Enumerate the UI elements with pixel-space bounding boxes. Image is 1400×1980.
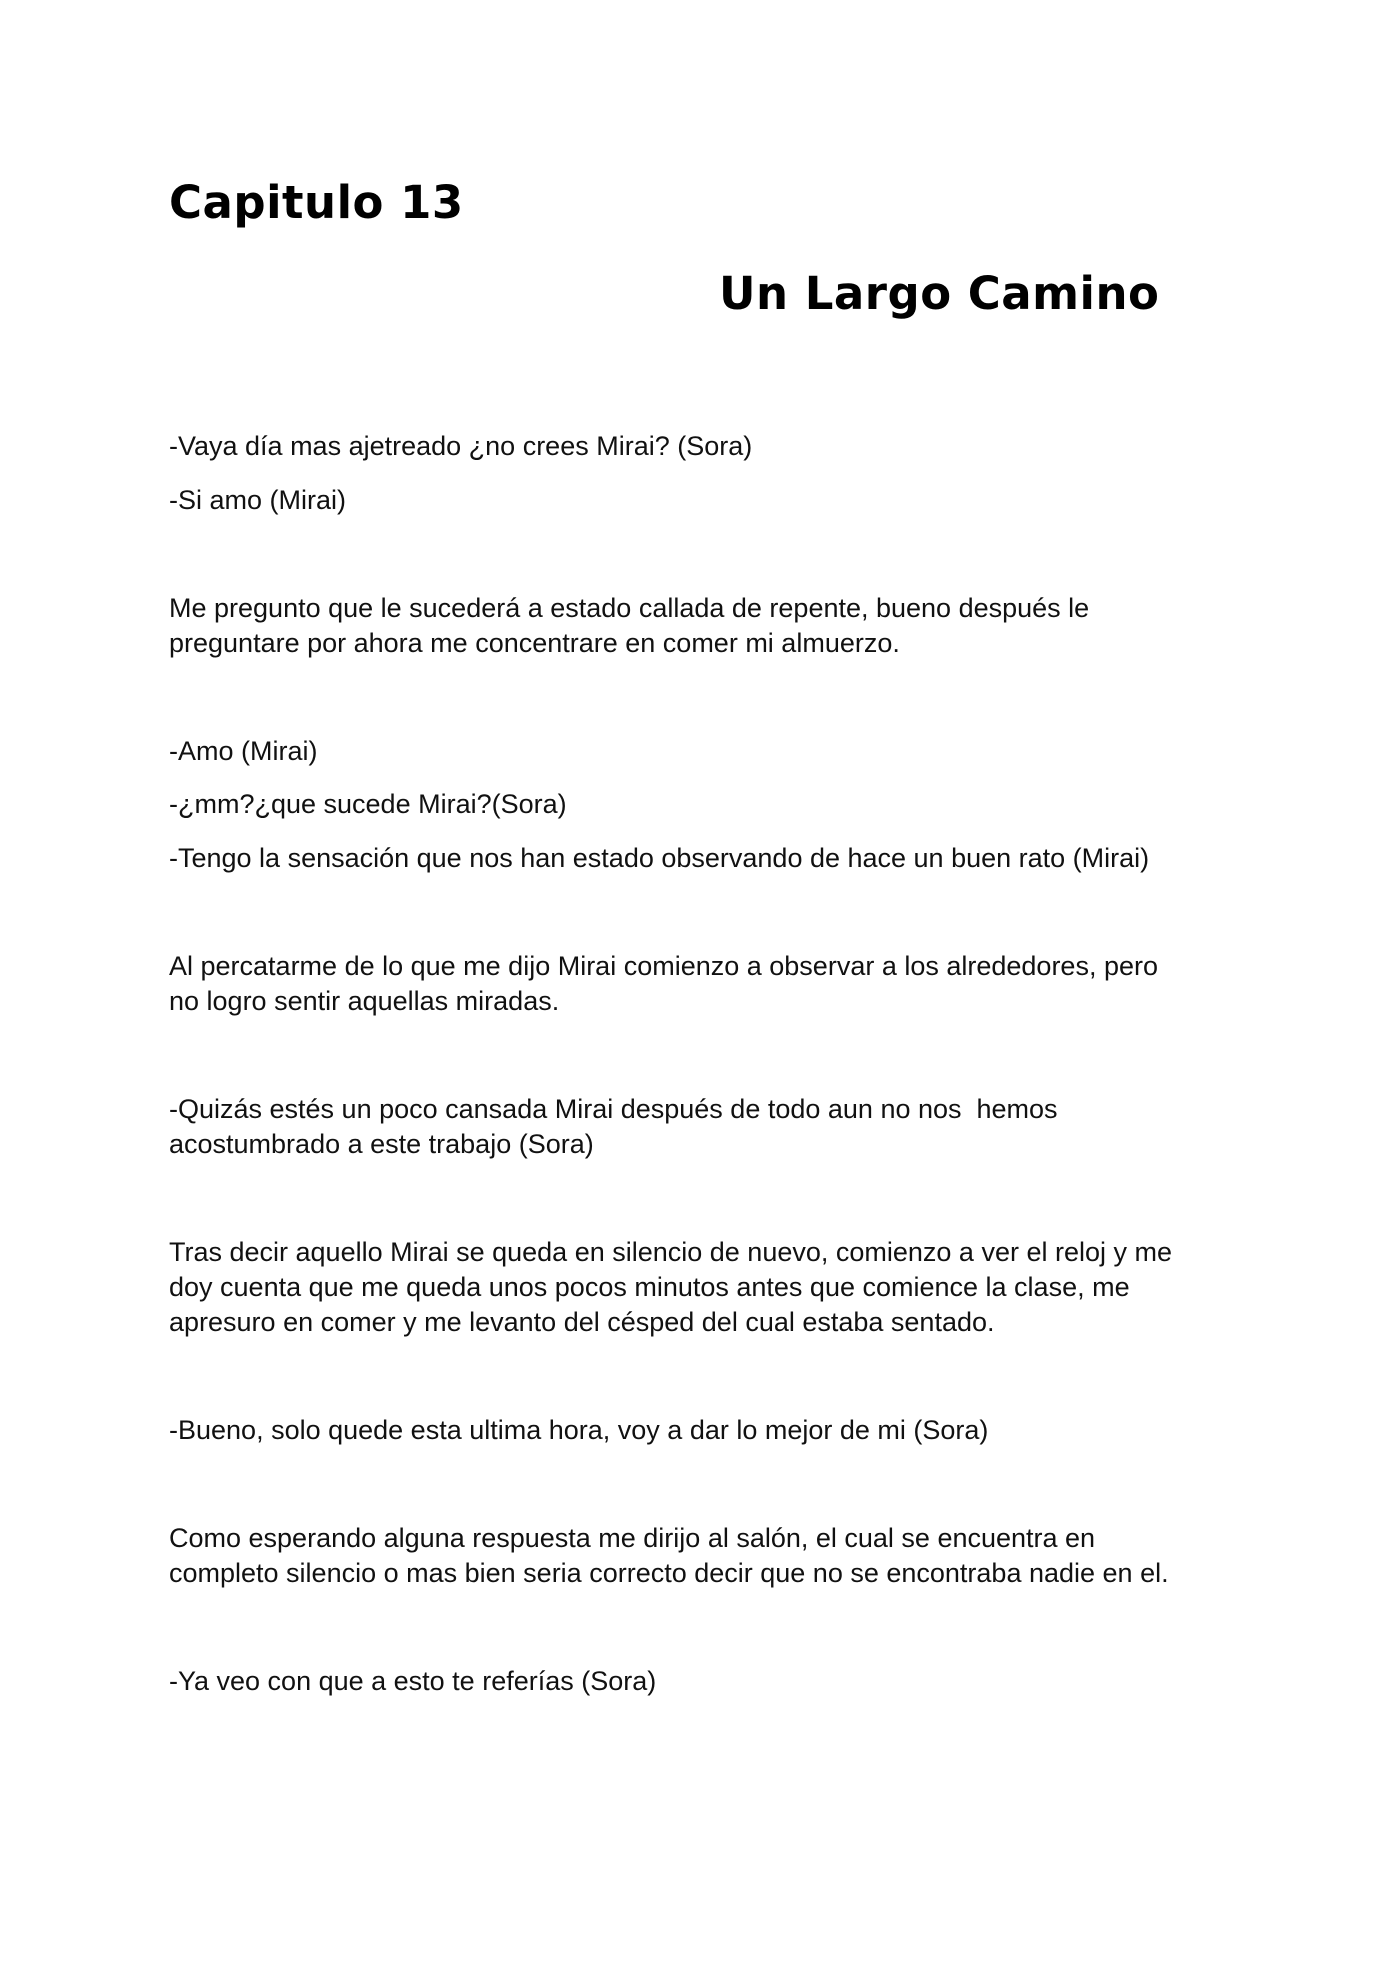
- dialogue-line: -Amo (Mirai): [169, 736, 318, 766]
- dialogue-line: acostumbrado a este trabajo (Sora): [169, 1129, 594, 1159]
- dialogue-line: -Quizás estés un poco cansada Mirai después de todo aun no nos hemos: [169, 1094, 1058, 1124]
- narration-line: completo silencio o mas bien seria correcto decir que no se encontraba nadie en el.: [169, 1558, 1169, 1588]
- dialogue-line: -Bueno, solo quede esta ultima hora, voy a dar lo mejor de mi (Sora): [169, 1415, 989, 1445]
- dialogue-line: -Vaya día mas ajetreado ¿no crees Mirai? (Sora): [169, 431, 753, 461]
- narration-line: apresuro en comer y me levanto del césped del cual estaba sentado.: [169, 1307, 995, 1337]
- narration-line: preguntare por ahora me concentrare en comer mi almuerzo.: [169, 628, 900, 658]
- narration-line: doy cuenta que me queda unos pocos minutos antes que comience la clase, me: [169, 1272, 1130, 1302]
- narration-line: no logro sentir aquellas miradas.: [169, 986, 560, 1016]
- narration-line: Me pregunto que le sucederá a estado callada de repente, bueno después le: [169, 593, 1090, 623]
- narration-line: Tras decir aquello Mirai se queda en silencio de nuevo, comienzo a ver el reloj y me: [169, 1237, 1173, 1267]
- dialogue-line: -Si amo (Mirai): [169, 485, 347, 515]
- dialogue-line: -¿mm?¿que sucede Mirai?(Sora): [169, 789, 567, 819]
- chapter-title: Capitulo 13: [169, 176, 464, 229]
- dialogue-line: -Tengo la sensación que nos han estado observando de hace un buen rato (Mirai): [169, 843, 1150, 873]
- chapter-subtitle: Un Largo Camino: [719, 267, 1160, 320]
- dialogue-line: -Ya veo con que a esto te referías (Sora): [169, 1666, 657, 1696]
- narration-line: Como esperando alguna respuesta me dirijo al salón, el cual se encuentra en: [169, 1523, 1096, 1553]
- narration-line: Al percatarme de lo que me dijo Mirai comienzo a observar a los alrededores, pero: [169, 951, 1158, 981]
